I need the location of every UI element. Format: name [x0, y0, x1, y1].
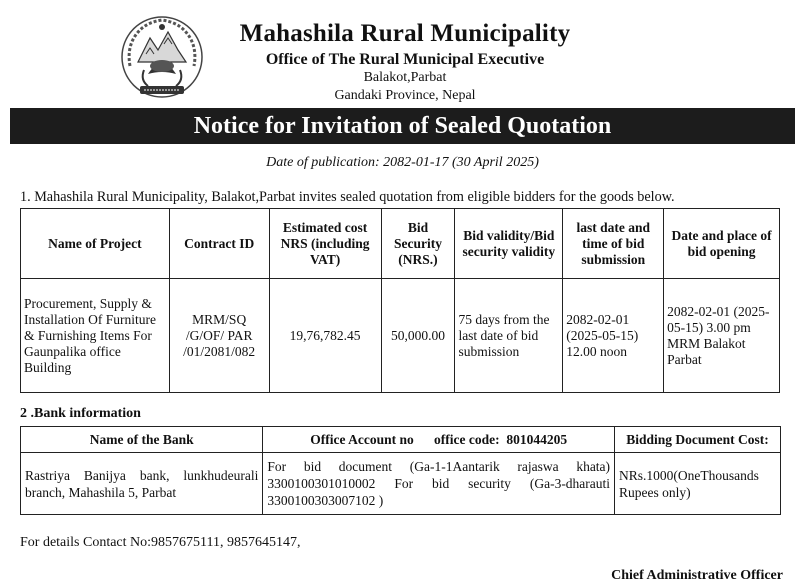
cell-document-cost: NRs.1000(OneThousands Rupees only): [615, 453, 781, 515]
notice-banner: Notice for Invitation of Sealed Quotation: [10, 108, 795, 144]
signature-title: Chief Administrative Officer: [611, 568, 783, 583]
table-header-row: [21, 209, 780, 279]
header-bank-name: Name of the Bank: [21, 427, 263, 453]
cell-project-name: Procurement, Supply & Installation Of Furniture & Furnishing Items For Gaunpalika office Building: [21, 279, 170, 393]
cell-estimated-cost: 19,76,782.45: [269, 279, 381, 393]
header-project-name: Name of Project: [21, 209, 170, 279]
office-subtitle: Office of The Rural Municipal Executive: [265, 51, 545, 68]
bank-section-title: 2 .Bank information: [20, 406, 141, 421]
header-opening: Date and place of bid opening: [664, 209, 780, 279]
intro-paragraph: 1. Mahashila Rural Municipality, Balakot,Parbat invites sealed quotation from eligible bidders for the goods below.: [20, 189, 675, 205]
header-estimated-cost: Estimated cost NRS (including VAT): [269, 209, 381, 279]
project-table: [20, 208, 780, 393]
bank-table: [20, 426, 781, 515]
header-last-date: last date and time of bid submission: [563, 209, 664, 279]
cell-bank-name: Rastriya Banijya bank, lunkhudeurali branch, Mahashila 5, Parbat: [21, 453, 263, 515]
header-bid-security: Bid Security (NRS.): [381, 209, 455, 279]
header-bid-validity: Bid validity/Bid security validity: [455, 209, 563, 279]
cell-last-date: 2082-02-01 (2025-05-15) 12.00 noon: [563, 279, 664, 393]
cell-opening: 2082-02-01 (2025-05-15) 3.00 pm MRM Balakot Parbat: [664, 279, 780, 393]
cell-account: For bid document (Ga-1-1Aantarik rajaswa khata) 3300100301010002 For bid security (Ga-3-dharauti 3300100303007102 ): [263, 453, 615, 515]
header-contract-id: Contract ID: [169, 209, 269, 279]
cell-bid-security: 50,000.00: [381, 279, 455, 393]
header-account: Office Account no office code: 801044205: [263, 427, 615, 453]
cell-bid-validity: 75 days from the last date of bid submission: [455, 279, 563, 393]
municipality-title: Mahashila Rural Municipality: [239, 20, 571, 47]
bank-header-row: [21, 427, 781, 453]
address-line-2: Gandaki Province, Nepal: [334, 88, 476, 103]
cell-contract-id: MRM/SQ /G/OF/ PAR /01/2081/082: [169, 279, 269, 393]
bank-row: [21, 453, 781, 515]
publication-date: Date of publication: 2082-01-17 (30 April 2025): [266, 155, 539, 170]
address-line-1: Balakot,Parbat: [363, 70, 447, 85]
nepal-government-emblem-icon: [118, 14, 206, 100]
contact-info: For details Contact No:9857675111, 9857645147,: [20, 535, 301, 550]
table-row: [21, 279, 780, 393]
header-document-cost: Bidding Document Cost:: [615, 427, 781, 453]
